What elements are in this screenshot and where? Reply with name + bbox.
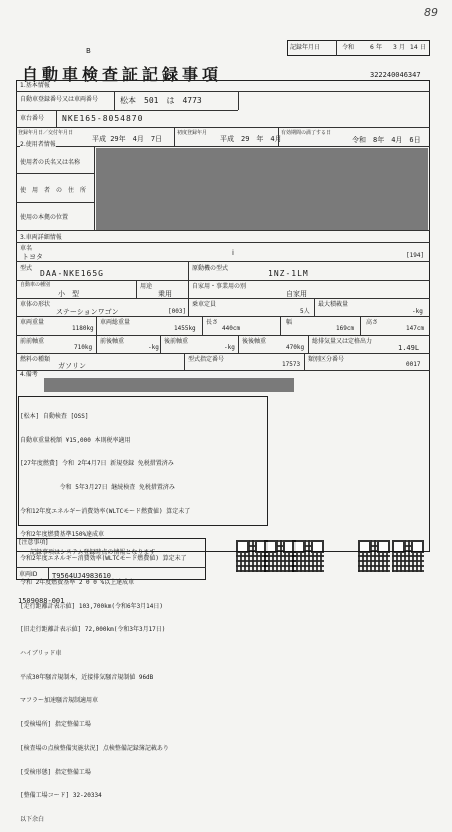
body-code: [003] [168,308,187,315]
note-line: [27年度燃費] 令和 2年4月7日 新規登録 免税措置済み [20,460,174,468]
gross-weight-label: 車両総重量 [100,319,131,326]
record-date-day-unit: 日 [420,44,427,51]
record-date-era: 令和 [342,44,355,51]
note-line: 平成30年騒音規制本，近接排気騒音規制値 96dB [20,673,154,681]
sec4-header: 4.備考 [20,371,38,378]
note-line: 自動車重量税額 ¥15,000 本則税率適用 [20,436,131,444]
note-line: [受検形態] 指定整備工場 [20,768,91,776]
type-number-value: 17573 [282,361,301,368]
b-mark: B [86,47,91,55]
record-date-month-unit: 月 [399,44,406,51]
reg-number-label: 自動車登録番号又は車両番号 [20,96,99,103]
note-line: [整備工場コード] 32-20334 [20,792,102,800]
first-reg-label: 登録年月日／交付年月日 [18,130,74,136]
engine-value: 1NZ-1LM [268,269,309,278]
kind-label: 自動車の種別 [20,282,51,288]
class-number-value: 0017 [406,361,421,368]
notes-list [20,397,190,832]
vehicle-id-value: T9564UJ4983610 [52,572,112,580]
width-value: 169cm [336,325,355,332]
document-number: 322240046347 [370,71,421,79]
capacity-label: 乗車定員 [192,301,217,308]
maker-label: 車名 [20,245,33,252]
front-front-axle-label: 前前軸重 [20,338,45,345]
expiry-label: 有効期間の満了する日 [281,130,332,136]
model-label: 型式 [20,265,33,272]
note-line: 令和 5年3月27日 継続検査 免税措置済み [20,483,175,491]
document-title: 自動車検査証記録事項 [22,65,223,84]
user-address-label: 使 用 者 の 住 所 [20,187,87,194]
body-label: 車体の形状 [20,301,51,308]
maker-value: トヨタ [22,253,43,261]
note-line: 令和2年度燃費基準150%達成車 [20,531,105,539]
first-reg-value: 平成 29年 4月 7日 [92,135,163,143]
use-label: 用途 [140,283,153,290]
fuel-label: 燃料の種類 [20,356,51,363]
user-name-label: 使用者の氏名又は名称 [20,159,81,166]
fuel-value: ガソリン [58,362,86,370]
length-value: 440cm [222,325,241,332]
maker-extra: i [232,249,234,257]
front-rear-axle-value: -kg [148,344,159,351]
max-load-value: -kg [412,308,423,315]
length-label: 長さ [206,319,219,326]
note-line: マフラー加速騒音規制適用車 [20,697,99,705]
vehicle-id-label: 車両ID [19,571,38,578]
redacted-notes-strip [44,378,294,392]
base-location-label: 使用の本拠の位置 [20,214,69,221]
note-line: [検査場の点検整備実施状況] 点検整備記録簿記載あり [20,744,169,752]
record-date-label: 記録年月日 [290,44,321,51]
expiry-value: 令和 8年 4月 6日 [352,136,421,144]
record-date-month: 3 [393,44,397,51]
private-label: 自家用・事業用の別 [192,283,247,290]
use-value: 乗用 [158,290,172,298]
note-line: 以下余白 [20,816,45,824]
front-rear-axle-label: 前後軸重 [100,338,125,345]
sec3-header: 3.車両詳細情報 [20,234,62,241]
displacement-label: 総排気量又は定格出力 [312,338,373,345]
height-value: 147cm [406,325,425,332]
chassis-value: NKE165-8054870 [62,114,144,123]
serial-number: 1509088-001 [18,597,65,605]
rear-front-axle-value: -kg [224,344,235,351]
qr-code-icon [292,540,324,572]
note-line: ハイブリッド車 [20,650,62,657]
record-date-year: 6 [370,44,374,51]
weight-label: 車両重量 [20,319,45,326]
rear-rear-axle-value: 470kg [286,344,305,351]
note-line: [受検場所] 指定整備工場 [20,721,91,729]
qr-code-icon [392,540,424,572]
first-year-label: 初度登録年月 [177,130,208,136]
capacity-value: 5人 [300,308,310,315]
note-line: 令和 2年度燃費基準 2 0 0 %以上達成車 [20,578,135,586]
note-line: [走行距離計表示値] 103,700km(令和6年3月14日) [20,602,164,610]
height-label: 高さ [366,319,379,326]
notice-text: 記録事項はシステム登録時点の情報となります [30,549,156,556]
maker-code: [194] [406,252,425,259]
gross-weight-value: 1455kg [174,325,196,332]
notice-label: [注意事項] [19,539,48,546]
redacted-user-info [96,148,428,230]
type-number-label: 型式指定番号 [188,356,225,363]
note-line: 令和12年度エネルギー消費効率(WLTCモード燃費値) 算定未了 [20,507,191,515]
front-front-axle-value: 710kg [74,344,93,351]
max-load-label: 最大積載量 [318,301,349,308]
displacement-value: 1.49L [398,344,420,352]
rear-rear-axle-label: 後後軸重 [242,338,267,345]
record-date-year-unit: 年 [376,44,383,51]
sec1-header: 1.基本情報 [20,82,50,89]
rear-front-axle-label: 後前軸重 [164,338,189,345]
class-number-label: 類別区分番号 [308,356,345,363]
kind-value: 小 型 [58,290,79,298]
handwritten-page-number: 89 [424,6,438,19]
weight-value: 1180kg [72,325,94,332]
note-line: 令和2年度エネルギー消費効率(WLTCモード燃費値) 算定未了 [20,555,187,563]
note-line: [松本] 自動検査 [OSS] [20,412,89,420]
sec2-header: 2.使用者情報 [20,141,56,148]
body-value: ステーションワゴン [56,308,119,316]
chassis-label: 車台番号 [20,115,45,122]
engine-label: 原動機の型式 [192,265,229,272]
private-value: 自家用 [286,290,307,298]
first-year-value: 平成 29 年 4月 [220,135,282,143]
reg-number-value: 松本 501 は 4773 [120,96,202,105]
model-value: DAA-NKE165G [40,269,104,278]
qr-code-icon [358,540,390,572]
note-line: [旧走行距離計表示値] 72,000km(令和3年3月17日) [20,626,166,634]
width-label: 幅 [286,319,293,326]
record-date-day: 14 [410,44,418,51]
